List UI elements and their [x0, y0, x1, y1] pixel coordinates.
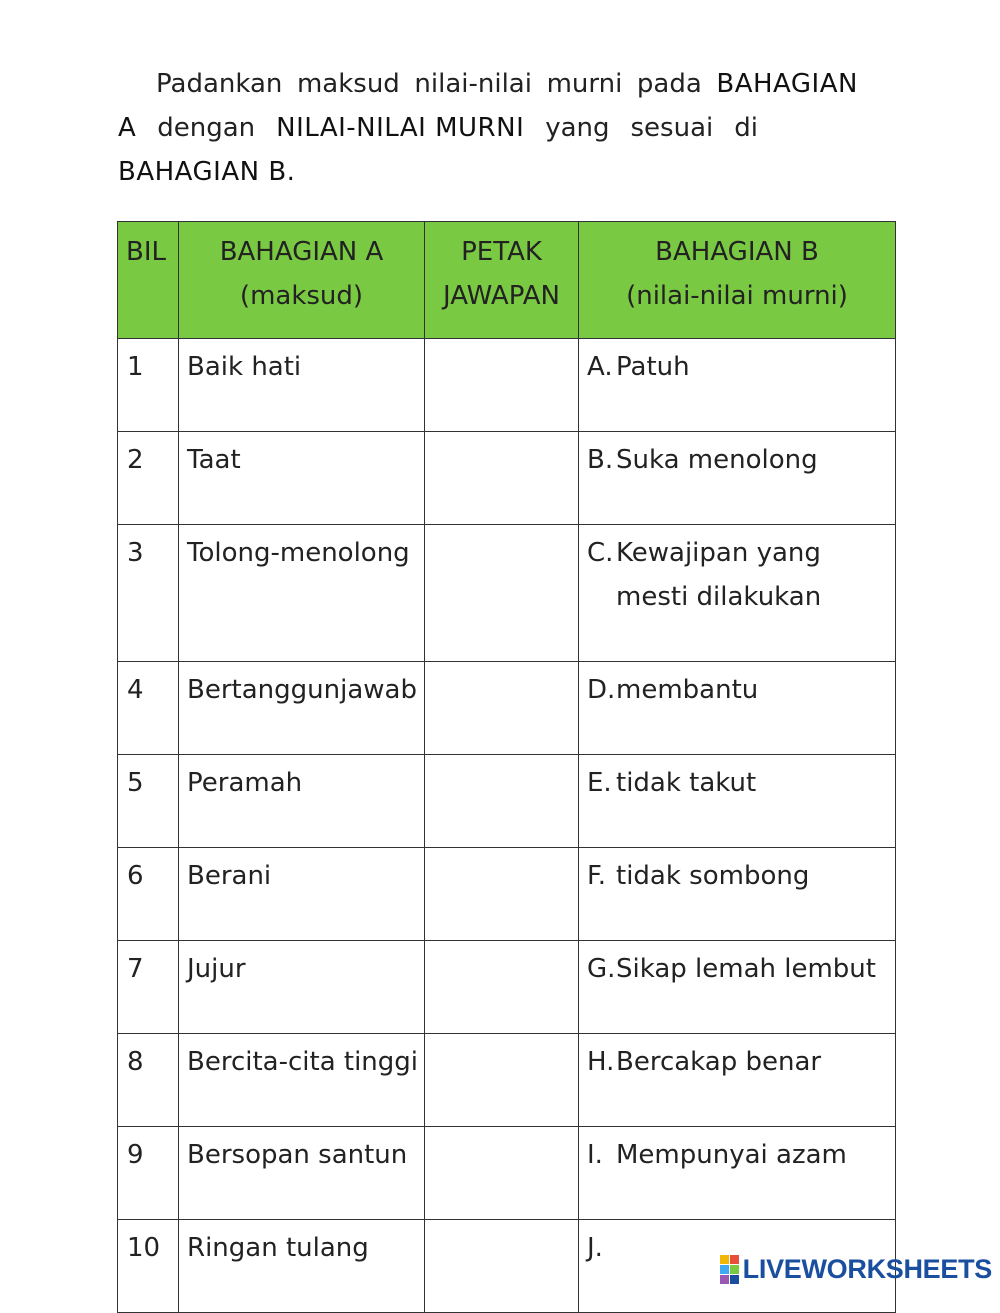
answer-box[interactable] — [425, 662, 579, 755]
bahagian-b-cell — [579, 1127, 896, 1220]
instruction-word: di — [734, 113, 758, 143]
option-text: Mempunyai azam — [616, 1140, 847, 1170]
table-row — [118, 755, 896, 848]
table-row — [118, 941, 896, 1034]
answer-box[interactable] — [425, 755, 579, 848]
header-bil: BIL — [118, 222, 179, 339]
table-row — [118, 1127, 896, 1220]
bahagian-a-cell: Bersopan santun — [179, 1127, 425, 1220]
option-letter: A. — [587, 352, 613, 382]
bahagian-a-cell: Bercita-cita tinggi — [179, 1034, 425, 1127]
bahagian-b-cell — [579, 1034, 896, 1127]
option-text: tidak takut — [616, 768, 757, 798]
row-number: 4 — [118, 662, 179, 755]
header-bahagian-b — [579, 222, 896, 339]
instruction-line-3 — [118, 150, 858, 194]
instruction-word: nilai-nilai — [414, 69, 532, 99]
instruction-word: A — [118, 113, 137, 143]
option-text: tidak sombong — [616, 861, 810, 891]
table-row — [118, 1034, 896, 1127]
header-ans-title: PETAK — [461, 237, 542, 267]
answer-box[interactable] — [425, 941, 579, 1034]
instruction-word: maksud — [296, 69, 400, 99]
answer-box[interactable] — [425, 848, 579, 941]
instruction-word: yang — [545, 113, 610, 143]
answer-box[interactable] — [425, 432, 579, 525]
option-letter: H. — [587, 1047, 615, 1077]
table-row — [118, 339, 896, 432]
table-row — [118, 848, 896, 941]
bahagian-a-cell: Jujur — [179, 941, 425, 1034]
bahagian-b-cell — [579, 339, 896, 432]
answer-box[interactable] — [425, 339, 579, 432]
instruction-word: BAHAGIAN — [716, 69, 858, 99]
instruction-word: pada — [636, 69, 702, 99]
instruction-line-1 — [118, 62, 858, 106]
table-row — [118, 662, 896, 755]
instruction-word: Padankan — [156, 69, 283, 99]
row-number: 5 — [118, 755, 179, 848]
answer-box[interactable] — [425, 525, 579, 662]
instruction-word: murni — [546, 69, 623, 99]
header-bahagian-a — [179, 222, 425, 339]
bahagian-b-cell — [579, 848, 896, 941]
bahagian-a-cell: Taat — [179, 432, 425, 525]
bahagian-a-cell: Berani — [179, 848, 425, 941]
row-number: 6 — [118, 848, 179, 941]
logo-mark-icon — [720, 1255, 739, 1284]
answer-box[interactable] — [425, 1127, 579, 1220]
bahagian-a-cell: Baik hati — [179, 339, 425, 432]
option-letter: D. — [587, 675, 616, 705]
header-ans-subtitle: JAWAPAN — [443, 281, 560, 311]
bahagian-a-cell: Peramah — [179, 755, 425, 848]
option-letter: C. — [587, 538, 614, 568]
header-a-subtitle: (maksud) — [239, 281, 364, 311]
instruction-line-2 — [118, 106, 758, 150]
instruction-word: NILAI-NILAI MURNI — [276, 113, 525, 143]
instruction-paragraph — [118, 62, 858, 194]
option-text: Kewajipan yang mesti dilakukan — [616, 538, 822, 612]
option-letter: F. — [587, 861, 607, 891]
option-letter: E. — [587, 768, 612, 798]
option-letter: B. — [587, 445, 614, 475]
option-text: membantu — [616, 675, 759, 705]
option-text: Sikap lemah lembut — [616, 954, 876, 984]
row-number: 9 — [118, 1127, 179, 1220]
option-letter: J. — [587, 1233, 603, 1263]
header-b-subtitle: (nilai-nilai murni) — [626, 281, 848, 311]
row-number: 7 — [118, 941, 179, 1034]
logo-text: LIVEWORKSHEETS — [742, 1253, 992, 1284]
bahagian-b-cell — [579, 662, 896, 755]
row-number: 3 — [118, 525, 179, 662]
instruction-word: sesuai — [630, 113, 714, 143]
bahagian-b-cell — [579, 755, 896, 848]
bahagian-b-cell — [579, 525, 896, 662]
row-number: 8 — [118, 1034, 179, 1127]
liveworksheets-logo — [720, 1252, 992, 1286]
bahagian-a-cell: Bertanggunjawab — [179, 662, 425, 755]
matching-table — [117, 221, 896, 1313]
header-petak-jawapan — [425, 222, 579, 339]
header-b-title: BAHAGIAN B — [655, 237, 819, 267]
instruction-word: BAHAGIAN B. — [118, 157, 296, 187]
header-a-title: BAHAGIAN A — [219, 237, 384, 267]
answer-box[interactable] — [425, 1220, 579, 1313]
bahagian-b-cell — [579, 432, 896, 525]
bahagian-a-cell: Ringan tulang — [179, 1220, 425, 1313]
table-row — [118, 432, 896, 525]
option-letter: G. — [587, 954, 616, 984]
option-text: Patuh — [616, 352, 690, 382]
row-number: 2 — [118, 432, 179, 525]
table-header-row — [118, 222, 896, 339]
row-number: 10 — [118, 1220, 179, 1313]
bahagian-b-cell — [579, 941, 896, 1034]
option-letter: I. — [587, 1140, 603, 1170]
row-number: 1 — [118, 339, 179, 432]
bahagian-a-cell: Tolong-menolong — [179, 525, 425, 662]
option-text: Bercakap benar — [616, 1047, 822, 1077]
answer-box[interactable] — [425, 1034, 579, 1127]
table-row — [118, 525, 896, 662]
option-text: Suka menolong — [616, 445, 818, 475]
instruction-word: dengan — [157, 113, 256, 143]
